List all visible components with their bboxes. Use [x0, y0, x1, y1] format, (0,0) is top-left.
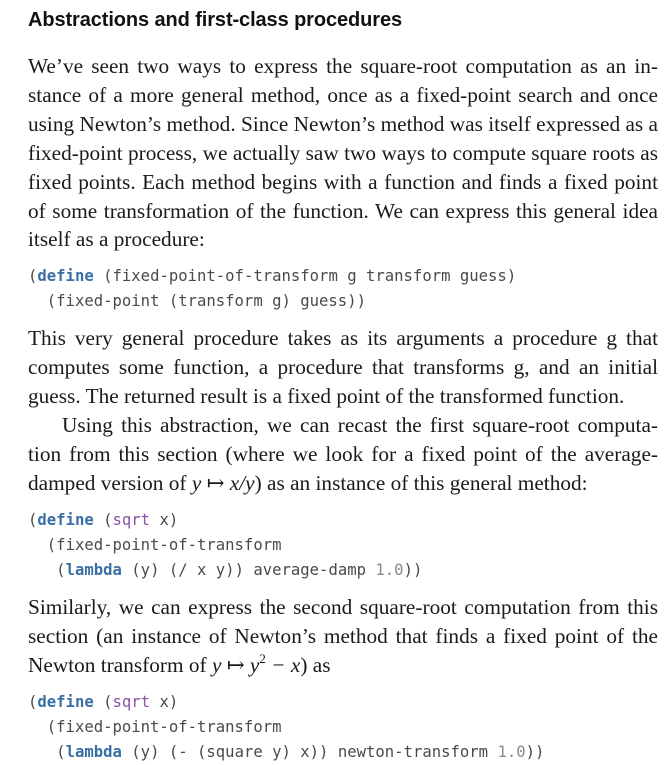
text-line: Using this abstraction, we can recast the first square-root computa- — [62, 413, 658, 438]
math-variable-y: y — [211, 652, 222, 677]
code-token: ( — [28, 510, 38, 529]
code-keyword-define: define — [37, 510, 94, 529]
code-token: (y) (- (square y) x)) newton-transform — [121, 742, 498, 761]
code-token: )) — [403, 560, 423, 579]
paragraph-intro — [28, 52, 658, 254]
code-token: (fixed-point-of-transform g transform guess) — [93, 267, 517, 286]
text-line: fixed point of some transformation of the function. We can express this — [28, 169, 658, 223]
text-line: Newton transform of — [28, 652, 212, 677]
text-line: as a fixed-point process, we actually saw two ways to compute square — [28, 111, 658, 165]
text-line: damped version of — [28, 470, 192, 495]
code-number: 1.0 — [375, 560, 404, 579]
text-line: computes some function, a procedure that transforms g, and an initial — [28, 355, 658, 380]
paragraph-explanation — [28, 324, 658, 411]
text-line: ) as an instance of this general method: — [254, 470, 588, 495]
section-heading: Abstractions and first-class procedures — [28, 9, 402, 31]
code-token: ( — [93, 510, 113, 529]
text-line: Similarly, we can express the second square-root computation from this — [28, 594, 658, 619]
code-keyword-define: define — [37, 692, 94, 711]
code-token: x) — [150, 692, 179, 711]
code-keyword-lambda: lambda — [65, 742, 122, 761]
paragraph-newton — [28, 593, 658, 680]
code-keyword-define: define — [37, 267, 94, 286]
paragraph-recast — [28, 411, 658, 498]
code-keyword-lambda: lambda — [65, 560, 122, 579]
math-expression: x/y — [229, 470, 255, 495]
code-token: (y) (/ x y)) average-damp — [121, 560, 376, 579]
math-exponent: 2 — [259, 650, 266, 666]
code-token: x) — [150, 510, 179, 529]
text-line: We’ve seen two ways to express the square-root computation as an in- — [28, 54, 658, 78]
math-variable-y: y — [249, 652, 260, 677]
code-token: )) — [525, 742, 545, 761]
code-function-name: sqrt — [112, 692, 151, 711]
code-function-name: sqrt — [112, 510, 151, 529]
text-line: guess. The returned result is a fixed point of the transformed function. — [28, 384, 625, 409]
code-token: ( — [28, 742, 66, 761]
code-block-fixed-point-of-transform — [28, 264, 658, 314]
code-token: ( — [28, 692, 38, 711]
math-mapsto: ↦ — [221, 652, 250, 677]
code-block-sqrt-average-damp — [28, 508, 658, 583]
text-line: ) as — [300, 652, 331, 677]
code-line: (fixed-point (transform g) guess)) — [28, 292, 366, 311]
text-line: stance of a more general method, once as a fixed-point search and once — [28, 82, 658, 107]
text-line: using Newton’s method. Since Newton’s method was itself expressed — [28, 111, 621, 136]
math-expression: − x — [265, 652, 301, 677]
code-line: (fixed-point-of-transform — [28, 717, 282, 736]
code-number: 1.0 — [497, 742, 526, 761]
text-line: roots as fixed points. Each method begins with a function and finds a — [28, 140, 658, 194]
code-block-sqrt-newton — [28, 690, 658, 765]
math-mapsto: ↦ — [201, 470, 230, 495]
code-token: ( — [28, 267, 38, 286]
text-line: section (an instance of Newton’s method that finds a fixed point of the — [28, 623, 658, 648]
text-line: tion from this section (where we look for a fixed point of the average- — [28, 441, 658, 466]
code-token: ( — [93, 692, 113, 711]
code-token: ( — [28, 560, 66, 579]
text-line: general idea itself as a procedure: — [28, 198, 658, 252]
math-variable-y: y — [191, 470, 202, 495]
document-page — [28, 0, 658, 765]
text-line: This very general procedure takes as its arguments a procedure g that — [28, 326, 658, 351]
code-line: (fixed-point-of-transform — [28, 535, 282, 554]
